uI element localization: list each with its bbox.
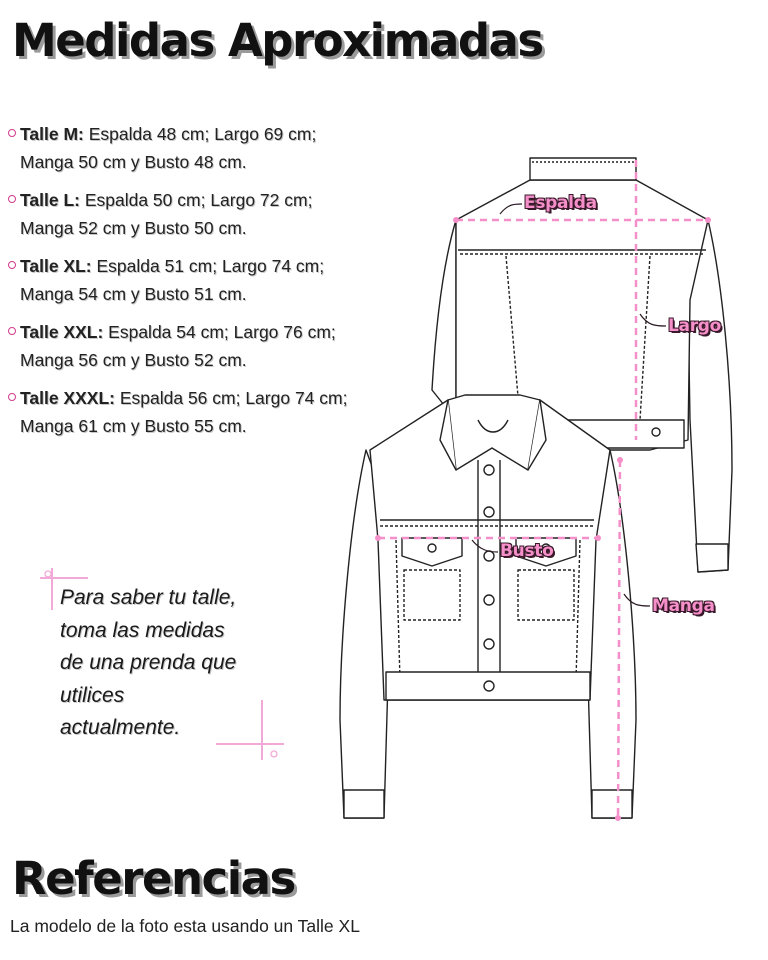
page-title: Medidas Aproximadas <box>12 14 543 67</box>
size-name: Talle L: <box>20 190 80 210</box>
bullet-icon <box>8 195 16 203</box>
manga-label: Manga <box>652 596 715 616</box>
size-measures-line1: Espalda 51 cm; Largo 74 cm; <box>91 256 325 276</box>
size-measures-line2: Manga 54 cm y Busto 51 cm. <box>20 284 247 304</box>
tip-line: actualmente. <box>60 716 181 739</box>
bullet-icon <box>8 261 16 269</box>
size-name: Talle XL: <box>20 256 92 276</box>
size-name: Talle XXXL: <box>20 388 115 408</box>
size-measures-line1: Espalda 50 cm; Largo 72 cm; <box>79 190 313 210</box>
jacket-diagram <box>320 140 740 830</box>
size-measures-line1: Espalda 54 cm; Largo 76 cm; <box>103 322 336 342</box>
references-text: La modelo de la foto esta usando un Talle XL <box>10 916 360 936</box>
size-measures-line2: Manga 52 cm y Busto 50 cm. <box>20 218 247 238</box>
largo-label: Largo <box>668 316 722 336</box>
references-title: Referencias <box>12 852 295 905</box>
tip-line: de una prenda que <box>60 651 237 674</box>
tip-line: Para saber tu talle, <box>60 586 237 609</box>
size-measures-line1: Espalda 48 cm; Largo 69 cm; <box>83 124 317 144</box>
busto-label: Busto <box>500 541 554 561</box>
jacket-front-drawing <box>340 395 636 818</box>
tip-line: toma las medidas <box>60 618 225 642</box>
size-measures-line1: Espalda 56 cm; Largo 74 cm; <box>114 388 348 408</box>
espalda-label: Espalda <box>524 193 597 213</box>
size-measures-line2: Manga 50 cm y Busto 48 cm. <box>20 152 247 172</box>
bullet-icon <box>8 129 16 137</box>
size-measures-line2: Manga 56 cm y Busto 52 cm. <box>20 350 247 370</box>
size-measures-line2: Manga 61 cm y Busto 55 cm. <box>20 416 247 436</box>
tip-line: utilices <box>60 683 125 707</box>
size-name: Talle XXL: <box>20 322 104 342</box>
bullet-icon <box>8 327 16 335</box>
bullet-icon <box>8 393 16 401</box>
size-name: Talle M: <box>20 124 84 144</box>
size-tip <box>60 582 290 745</box>
